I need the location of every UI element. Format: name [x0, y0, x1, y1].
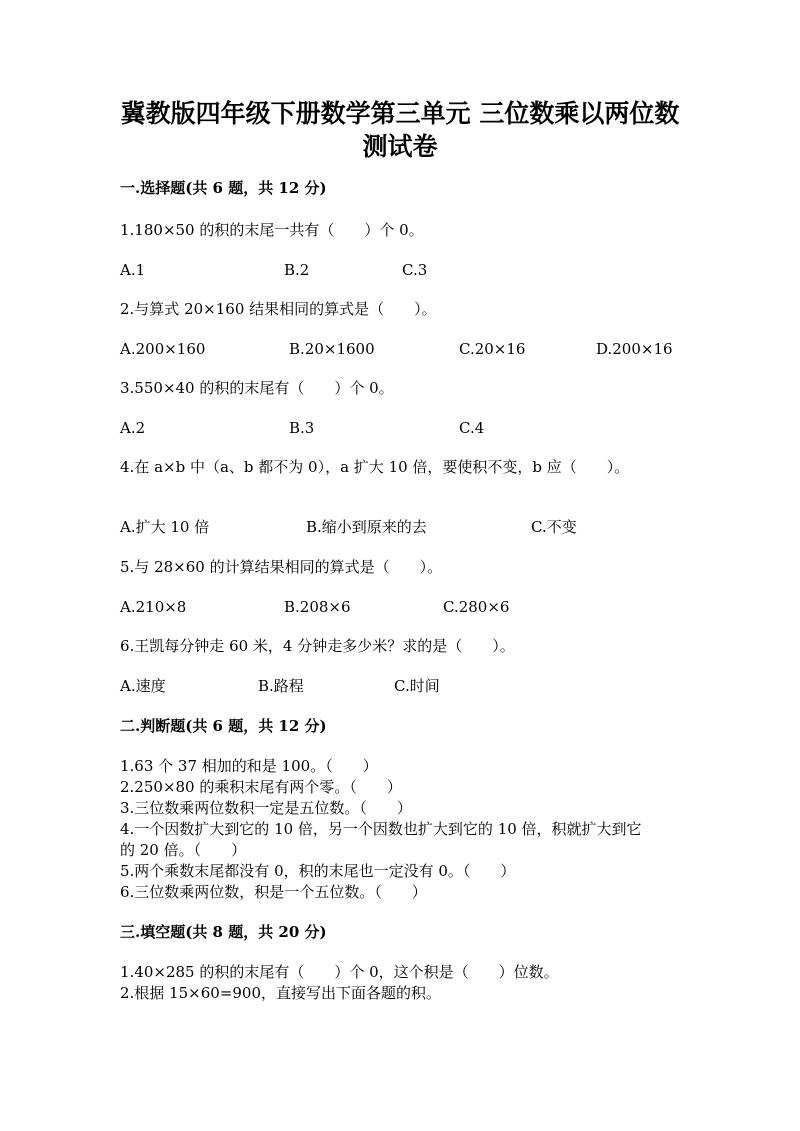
question-text: 3.550×40 的积的末尾有（ ）个 0。	[120, 379, 394, 397]
section-heading-fill: 三.填空题(共 8 题，共 20 分)	[120, 923, 327, 941]
fill-item: 1.40×285 的积的末尾有（ ）个 0，这个积是（ ）位数。	[120, 963, 559, 981]
question-text: 4.在 a×b 中（a、b 都不为 0），a 扩大 10 倍，要使积不变，b 应（ ）。	[120, 458, 630, 476]
option-c: C.不变	[531, 518, 577, 536]
judgement-item: 6.三位数乘两位数，积是一个五位数。（ ）	[120, 883, 427, 901]
fill-item: 2.根据 15×60=900，直接写出下面各题的积。	[120, 984, 442, 1002]
section-heading-choice: 一.选择题(共 6 题，共 12 分)	[120, 179, 327, 197]
option-b: B.缩小到原来的去	[306, 518, 427, 536]
section-heading-judgement: 二.判断题(共 6 题，共 12 分)	[120, 717, 327, 735]
judgement-item: 5.两个乘数末尾都没有 0，积的末尾也一定没有 0。（ ）	[120, 862, 516, 880]
option-c: C.时间	[394, 677, 440, 695]
option-a: A.速度	[120, 677, 166, 695]
judgement-item: 1.63 个 37 相加的和是 100。（ ）	[120, 757, 378, 775]
question-text: 6.王凯每分钟走 60 米，4 分钟走多少米？求的是（ ）。	[120, 637, 515, 655]
option-a: A.200×160	[120, 340, 206, 358]
judgement-item-continued: 的 20 倍。（ ）	[120, 841, 247, 859]
page-title-line1: 冀教版四年级下册数学第三单元 三位数乘以两位数	[120, 99, 680, 128]
judgement-item: 2.250×80 的乘积末尾有两个零。（ ）	[120, 778, 402, 796]
option-c: C.280×6	[443, 598, 510, 616]
judgement-item: 4.一个因数扩大到它的 10 倍，另一个因数也扩大到它的 10 倍，积就扩大到它	[120, 820, 642, 838]
question-text: 1.180×50 的积的末尾一共有（ ）个 0。	[120, 221, 424, 239]
option-a: A.210×8	[120, 598, 187, 616]
question-text: 5.与 28×60 的计算结果相同的算式是（ ）。	[120, 558, 443, 576]
option-a: A.2	[120, 419, 146, 437]
option-c: C.3	[402, 261, 428, 279]
option-a: A.1	[120, 261, 146, 279]
judgement-item: 3.三位数乘两位数积一定是五位数。（ ）	[120, 799, 412, 817]
option-c: C.4	[459, 419, 485, 437]
option-b: B.路程	[258, 677, 304, 695]
option-d: D.200×16	[596, 340, 673, 358]
option-b: B.20×1600	[289, 340, 375, 358]
option-b: B.208×6	[284, 598, 351, 616]
option-c: C.20×16	[459, 340, 526, 358]
page-title-line2: 测试卷	[362, 132, 438, 161]
option-b: B.3	[289, 419, 315, 437]
option-b: B.2	[284, 261, 310, 279]
option-a: A.扩大 10 倍	[120, 518, 210, 536]
question-text: 2.与算式 20×160 结果相同的算式是（ ）。	[120, 300, 437, 318]
